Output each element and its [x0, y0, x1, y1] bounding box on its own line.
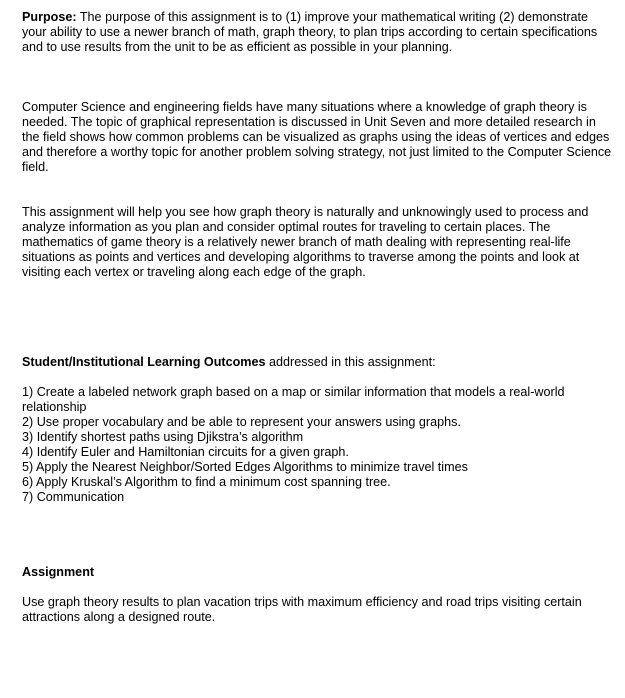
- outcome-item-2: 2) Use proper vocabulary and be able to represent your answers using graphs.: [22, 415, 461, 429]
- outcome-item-4: 4) Identify Euler and Hamiltonian circuits for a given graph.: [22, 445, 349, 459]
- assignment-heading: Assignment: [22, 565, 95, 579]
- outcomes-heading: Student/Institutional Learning Outcomes: [22, 355, 266, 369]
- assignment-description: Use graph theory results to plan vacation trips with maximum efficiency and road trips visiting certain attractions along a designed route.: [22, 595, 582, 624]
- outcome-item-6: 6) Apply Kruskal’s Algorithm to find a minimum cost spanning tree.: [22, 475, 391, 489]
- outcome-item-7: 7) Communication: [22, 490, 125, 504]
- outcome-item-5: 5) Apply the Nearest Neighbor/Sorted Edges Algorithms to minimize travel times: [22, 460, 468, 474]
- outcomes-list: [22, 385, 614, 505]
- assignment-context-paragraph: This assignment will help you see how graph theory is naturally and unknowingly used to process and analyze information as you plan and consider optimal routes for traveling to certain places. The mathematics of game theory is a relatively newer branch of math dealing with representing real-life situations as points and vertices and developing algorithms to traverse among the points and look at visiting each vertex or traveling along each edge of the graph.: [22, 205, 589, 279]
- outcomes-heading-line: [22, 355, 614, 370]
- graph-theory-intro-paragraph: Computer Science and engineering fields have many situations where a knowledge of graph theory is needed. The topic of graphical representation is discussed in Unit Seven and more detailed research in the field shows how common problems can be visualized as graphs using the ideas of vertices and edges and therefore a worthy topic for another problem solving strategy, not just limited to the Computer Science field.: [22, 100, 612, 174]
- outcome-item-3: 3) Identify shortest paths using Djikstra’s algorithm: [22, 430, 304, 444]
- purpose-paragraph: [22, 10, 614, 55]
- purpose-text: The purpose of this assignment is to (1) improve your mathematical writing (2) demonstrate your ability to use a newer branch of math, graph theory, to plan trips according to certain specifications and to use results from the unit to be as efficient as possible in your planning.: [22, 10, 598, 54]
- document-page: [22, 10, 614, 625]
- outcomes-heading-suffix: addressed in this assignment:: [265, 355, 436, 369]
- outcome-item-1: 1) Create a labeled network graph based on a map or similar information that models a real-world relationship: [22, 385, 565, 414]
- purpose-label: Purpose:: [22, 10, 77, 24]
